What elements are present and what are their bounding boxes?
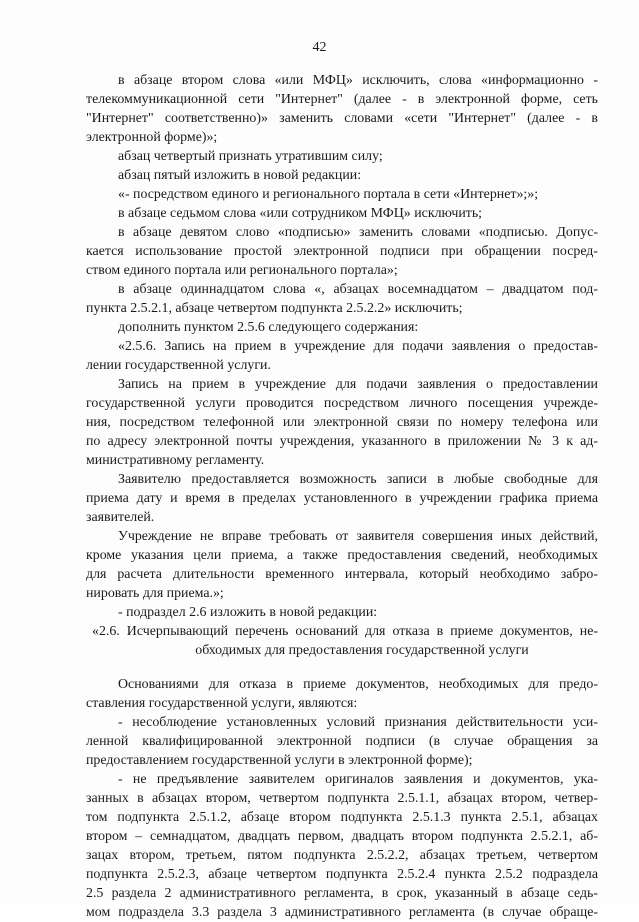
line-11: в абзаце одиннадцатом слова «, абзацах восемнадцатом – двадцатом под- xyxy=(118,282,598,297)
line-24: Учреждение не вправе требовать от заявителя совершения иных действий, xyxy=(118,529,598,544)
line-6: «- посредством единого и регионального портала в сети «Интернет»;»; xyxy=(118,187,539,202)
line-35: предоставлением государственной услуги в электронной форме); xyxy=(86,753,473,768)
line-32: ставления государственной услуги, являются: xyxy=(86,696,358,711)
line-28: - подраздел 2.6 изложить в новой редакции: xyxy=(118,605,378,620)
line-12: пункта 2.5.2.1, абзаце четвертом подпункта 2.5.2.2» исключить; xyxy=(86,301,463,316)
line-13: дополнить пунктом 2.5.6 следующего содержания: xyxy=(118,320,419,335)
line-16: Запись на прием в учреждение для подачи заявления о предоставлении xyxy=(118,377,598,392)
line-9: кается использование простой электронной подписи при обращении посред- xyxy=(86,244,598,259)
line-42: 2.5 раздела 2 административного регламента, в срок, указанный в абзаце седь- xyxy=(86,886,598,901)
line-0: в абзаце втором слова «или МФЦ» исключить, слова «информационно - xyxy=(118,73,598,88)
line-33: - несоблюдение установленных условий признания действительности уси- xyxy=(118,715,598,730)
line-18: ния, посредством телефонной или электронной связи по номеру телефона или xyxy=(86,415,598,430)
line-29: «2.6. Исчерпывающий перечень оснований для отказа в приеме документов, не- xyxy=(92,624,598,639)
line-10: ством единого портала или регионального портала»; xyxy=(86,263,398,278)
line-22: приема дату и время в пределах установленного в учреждении графика приема xyxy=(86,491,598,506)
line-25: кроме указания цели приема, а также предоставления сведений, необходимых xyxy=(86,548,598,563)
line-27: нировать для приема.»; xyxy=(86,586,224,601)
line-23: заявителей. xyxy=(86,510,155,525)
line-30: обходимых для предоставления государственной услуги xyxy=(195,643,529,658)
line-39: втором – семнадцатом, двадцать первом, двадцать втором подпункта 2.5.2.1, аб- xyxy=(86,829,598,844)
line-34: ленной квалифицированной электронной подписи (в случае обращения за xyxy=(86,734,598,749)
line-5: абзац пятый изложить в новой редакции: xyxy=(118,168,362,183)
line-1: телекоммуникационной сети "Интернет" (далее - в электронной форме, сеть xyxy=(86,92,598,107)
line-7: в абзаце седьмом слова «или сотрудником МФЦ» исключить; xyxy=(118,206,483,221)
line-3: электронной форме)»; xyxy=(86,130,218,145)
line-40: зацах втором, третьем, пятом подпункта 2.5.2.2, абзацах третьем, четвертом xyxy=(86,848,598,863)
line-36: - не предъявление заявителем оригиналов заявления и документов, ука- xyxy=(118,772,598,787)
line-26: для расчета длительности временного интервала, который необходимо забро- xyxy=(86,567,598,582)
page-number: 42 xyxy=(312,40,327,55)
line-41: подпункта 2.5.2.3, абзаце четвертом подпункта 2.5.2.4 пункта 2.5.2 подраздела xyxy=(86,867,598,882)
line-43: мом подраздела 3.3 раздела 3 административного регламента (в случае обраще- xyxy=(86,905,598,920)
line-14: «2.5.6. Запись на прием в учреждение для подачи заявления о предостав- xyxy=(118,339,598,354)
line-19: по адресу электронной почты учреждения, указанного в приложении № 3 к ад- xyxy=(86,434,598,449)
line-38: том подпункта 2.5.1.2, абзаце втором подпункта 2.5.1.3 пункта 2.5.1, абзацах xyxy=(86,810,598,825)
line-37: занных в абзацах втором, четвертом подпункта 2.5.1.1, абзацах втором, четвер- xyxy=(86,791,598,806)
line-21: Заявителю предоставляется возможность записи в любые свободные для xyxy=(118,472,598,487)
line-31: Основаниями для отказа в приеме документов, необходимых для предо- xyxy=(118,677,598,692)
line-20: министративному регламенту. xyxy=(86,453,265,468)
line-8: в абзаце девятом слово «подписью» заменить словами «подписью. Допус- xyxy=(118,225,598,240)
line-2: "Интернет" соответственно)» заменить словами «сети "Интернет" (далее - в xyxy=(86,111,598,126)
line-4: абзац четвертый признать утратившим силу; xyxy=(118,149,383,164)
line-15: лении государственной услуги. xyxy=(86,358,271,373)
line-17: государственной услуги проводится посредством личного посещения учрежде- xyxy=(86,396,598,411)
